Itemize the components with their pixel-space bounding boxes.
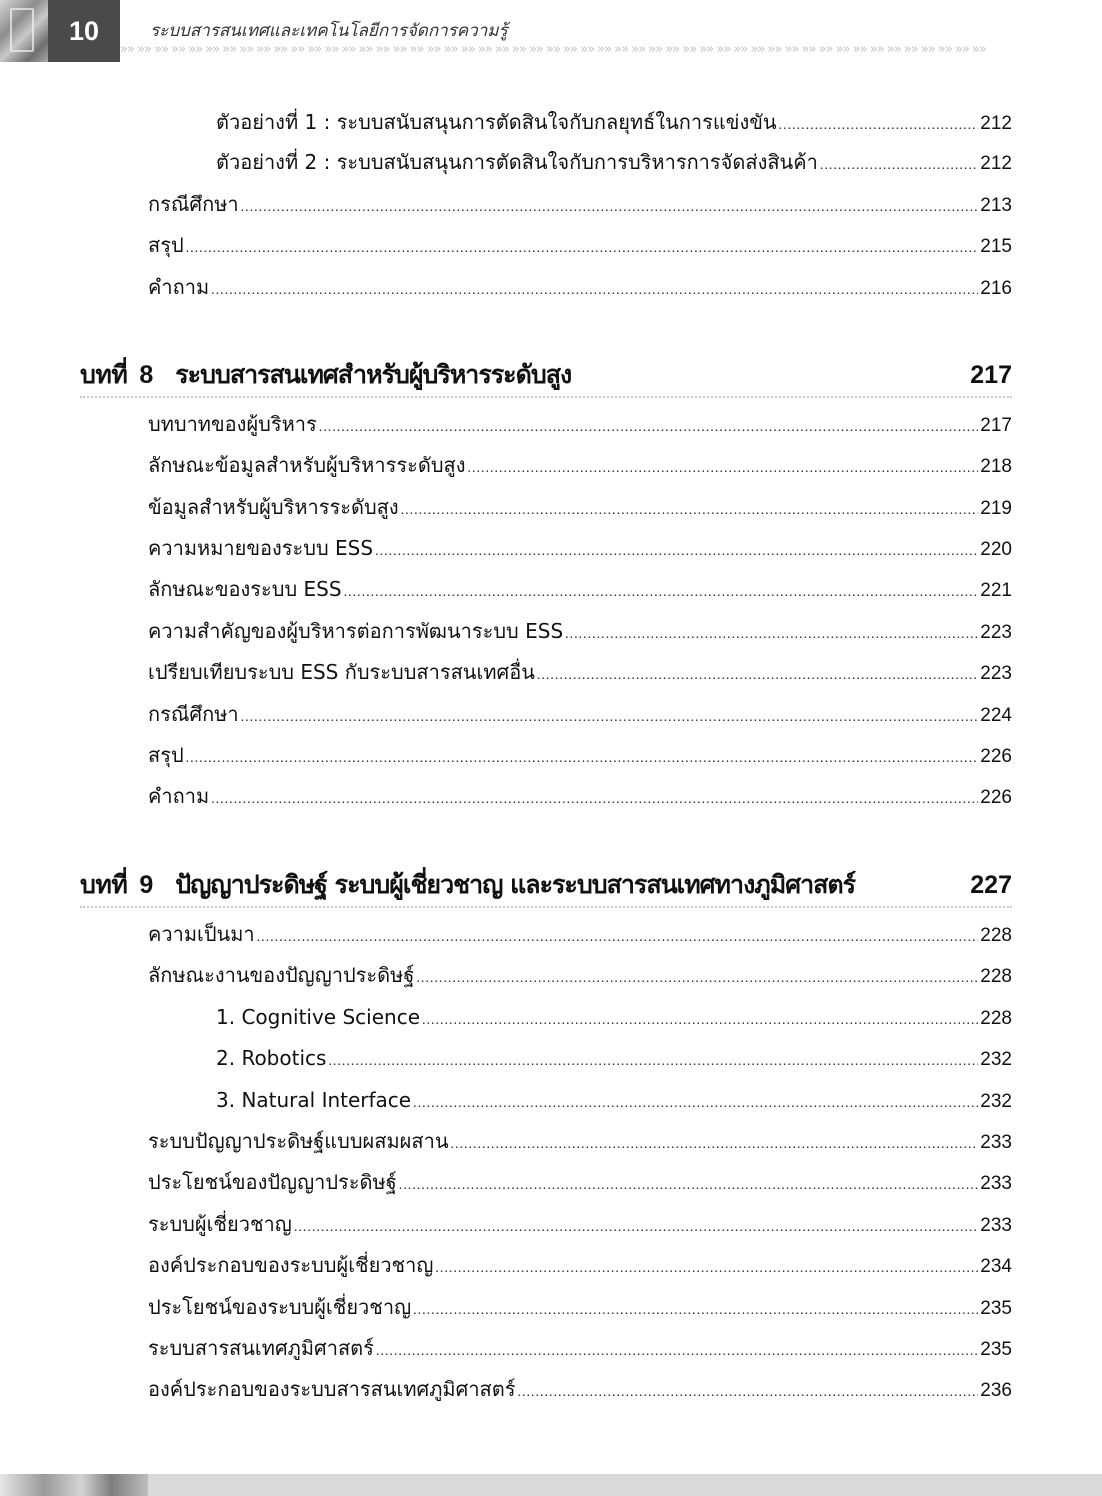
toc-entry[interactable] <box>148 1292 1012 1322</box>
toc-entry-title: กรณีศึกษา <box>148 192 239 216</box>
toc-entry-title: องค์ประกอบของระบบผู้เชี่ยวชาญ <box>148 1253 434 1277</box>
dot-leader <box>565 620 978 650</box>
chapter-label: บทที่ <box>80 360 128 389</box>
toc-entry-title: คำถาม <box>148 784 210 808</box>
toc-entry-title: ระบบสารสนเทศภูมิศาสตร์ <box>148 1336 374 1360</box>
toc-entry[interactable] <box>148 657 1012 687</box>
toc-entry-page: 234 <box>980 1256 1012 1277</box>
page-number: 10 <box>48 0 120 62</box>
chapter-title: ปัญญาประดิษฐ์ ระบบผู้เชี่ยวชาญ และระบบสารสนเทศทางภูมิศาสตร์ <box>175 870 856 899</box>
dot-leader <box>211 276 978 306</box>
toc-entry[interactable] <box>148 960 1012 990</box>
toc-entry[interactable] <box>148 1250 1012 1280</box>
dot-leader <box>435 1254 978 1284</box>
dot-leader <box>186 234 979 264</box>
toc-entry[interactable] <box>148 699 1012 729</box>
toc-entry-title: 2. Robotics <box>216 1046 327 1070</box>
toc-entry-page: 226 <box>980 787 1012 808</box>
toc-entry[interactable] <box>148 1209 1012 1239</box>
toc-entry-title: ความสำคัญของผู้บริหารต่อการพัฒนาระบบ ESS <box>148 619 564 643</box>
toc-entry[interactable] <box>148 574 1012 604</box>
chapter-label: บทที่ <box>80 870 128 899</box>
toc-entry-title: สรุป <box>148 233 184 257</box>
toc-entry-page: 235 <box>980 1298 1012 1319</box>
dot-leader <box>416 964 978 994</box>
toc-entry-title: ประโยชน์ของระบบผู้เชี่ยวชาญ <box>148 1295 412 1319</box>
toc-entry-title: ลักษณะงานของปัญญาประดิษฐ์ <box>148 963 415 987</box>
toc-entry[interactable] <box>148 230 1012 260</box>
toc-entry-title: 1. Cognitive Science <box>216 1005 420 1029</box>
dot-leader <box>413 1296 978 1326</box>
toc-entry[interactable] <box>216 1085 1012 1115</box>
dot-leader <box>467 454 978 484</box>
dot-leader <box>319 413 979 443</box>
dot-leader <box>294 1213 978 1243</box>
dot-leader <box>537 661 978 691</box>
dot-leader <box>820 151 978 181</box>
toc-entry-page: 212 <box>980 153 1012 174</box>
toc-entry-page: 224 <box>980 705 1012 726</box>
toc-entry-page: 232 <box>980 1091 1012 1112</box>
chevron-decoration: »» »» »» »» »» »» »» »» »» »» »» »» »» »» »» »» »» »» »» »» »» »» »» »» »» »» »» »» »» »» »» »» »» »» »» »» »» »» »» »» »» »» »» »» »» »» »» »» »» »» »» <box>120 42 986 57</box>
toc-entry[interactable] <box>216 1043 1012 1073</box>
toc-entry-title: องค์ประกอบของระบบสารสนเทศภูมิศาสตร์ <box>148 1377 516 1401</box>
chapter-page: 217 <box>970 361 1012 389</box>
toc-entry-page: 218 <box>980 456 1012 477</box>
toc-entry-title: ตัวอย่างที่ 2 : ระบบสนับสนุนการตัดสินใจกับการบริหารการจัดส่งสินค้า <box>216 150 818 174</box>
dot-leader <box>422 1006 978 1036</box>
footer-band <box>148 1474 1102 1496</box>
chapter-divider <box>80 906 1012 908</box>
chapter-page: 227 <box>970 871 1012 899</box>
toc-entry-page: 216 <box>980 278 1012 299</box>
dot-leader <box>211 785 978 815</box>
dot-leader <box>376 1337 978 1367</box>
toc-entry-page: 223 <box>980 622 1012 643</box>
toc-entry-page: 215 <box>980 236 1012 257</box>
toc-entry-title: บทบาทของผู้บริหาร <box>148 412 317 436</box>
toc-entry-page: 232 <box>980 1049 1012 1070</box>
toc-entry-title: ข้อมูลสำหรับผู้บริหารระดับสูง <box>148 495 399 519</box>
toc-entry-title: 3. Natural Interface <box>216 1088 412 1112</box>
toc-entry-title: เปรียบเทียบระบบ ESS กับระบบสารสนเทศอื่น <box>148 660 535 684</box>
toc-entry-page: 233 <box>980 1215 1012 1236</box>
dot-leader <box>375 537 978 567</box>
toc-entry-title: ลักษณะข้อมูลสำหรับผู้บริหารระดับสูง <box>148 453 466 477</box>
toc-entry[interactable] <box>148 450 1012 480</box>
toc-entry-title: ตัวอย่างที่ 1 : ระบบสนับสนุนการตัดสินใจกับกลยุทธ์ในการแข่งขัน <box>216 110 777 134</box>
toc-entry[interactable] <box>216 107 1012 137</box>
toc-entry-page: 226 <box>980 746 1012 767</box>
dot-leader <box>344 578 979 608</box>
toc-entry-page: 236 <box>980 1380 1012 1401</box>
toc-entry-page: 213 <box>980 195 1012 216</box>
toc-entry-page: 217 <box>980 415 1012 436</box>
chapter-number: 8 <box>139 361 154 389</box>
toc-entry[interactable] <box>148 409 1012 439</box>
toc-entry-page: 228 <box>980 966 1012 987</box>
toc-entry[interactable] <box>148 1333 1012 1363</box>
toc-entry[interactable] <box>216 1002 1012 1032</box>
toc-entry-title: ความหมายของระบบ ESS <box>148 536 374 560</box>
dot-leader <box>399 1171 979 1201</box>
dot-leader <box>257 923 979 953</box>
dot-leader <box>401 496 979 526</box>
chapter-heading-9[interactable] <box>80 865 1012 905</box>
toc-entry[interactable] <box>216 147 1012 177</box>
toc-entry-page: 220 <box>980 539 1012 560</box>
toc-entry-title: ความเป็นมา <box>148 922 255 946</box>
dot-leader <box>779 111 979 141</box>
chapter-number: 9 <box>139 871 154 899</box>
toc-entry[interactable] <box>148 533 1012 563</box>
dot-leader <box>186 744 979 774</box>
toc-entry-title: คำถาม <box>148 275 210 299</box>
running-title: ระบบสารสนเทศและเทคโนโลยีการจัดการความรู้ <box>150 21 508 41</box>
toc-entry[interactable] <box>148 272 1012 302</box>
toc-entry-page: 223 <box>980 663 1012 684</box>
dot-leader <box>413 1089 978 1119</box>
dot-leader <box>517 1378 978 1408</box>
toc-entry[interactable] <box>148 1126 1012 1156</box>
toc-entry[interactable] <box>148 781 1012 811</box>
chapter-heading-8[interactable] <box>80 355 1012 395</box>
toc-entry-page: 228 <box>980 1008 1012 1029</box>
toc-entry-page: 221 <box>980 580 1012 601</box>
toc-entry[interactable] <box>148 492 1012 522</box>
dot-leader <box>451 1130 979 1160</box>
toc-entry-title: กรณีศึกษา <box>148 702 239 726</box>
toc-entry-page: 233 <box>980 1132 1012 1153</box>
chapter-title: ระบบสารสนเทศสำหรับผู้บริหารระดับสูง <box>175 360 572 389</box>
toc-entry-title: ลักษณะของระบบ ESS <box>148 577 342 601</box>
toc-entry-title: ระบบผู้เชี่ยวชาญ <box>148 1212 292 1236</box>
dot-leader <box>328 1047 978 1077</box>
toc-entry-page: 235 <box>980 1339 1012 1360</box>
toc-entry-title: ประโยชน์ของปัญญาประดิษฐ์ <box>148 1170 397 1194</box>
toc-entry[interactable] <box>148 189 1012 219</box>
toc-entry-page: 233 <box>980 1173 1012 1194</box>
toc-entry[interactable] <box>148 919 1012 949</box>
dot-leader <box>241 193 979 223</box>
toc-entry-page: 219 <box>980 498 1012 519</box>
footer-photo <box>0 1474 148 1496</box>
toc-entry-page: 228 <box>980 925 1012 946</box>
toc-entry[interactable] <box>148 740 1012 770</box>
toc-entry-title: สรุป <box>148 743 184 767</box>
toc-entry[interactable] <box>148 616 1012 646</box>
header-photo <box>0 0 48 62</box>
toc-entry-page: 212 <box>980 113 1012 134</box>
toc-entry[interactable] <box>148 1374 1012 1404</box>
dot-leader <box>241 703 979 733</box>
chapter-divider <box>80 396 1012 398</box>
toc-entry-title: ระบบปัญญาประดิษฐ์แบบผสมผสาน <box>148 1129 449 1153</box>
toc-entry[interactable] <box>148 1167 1012 1197</box>
